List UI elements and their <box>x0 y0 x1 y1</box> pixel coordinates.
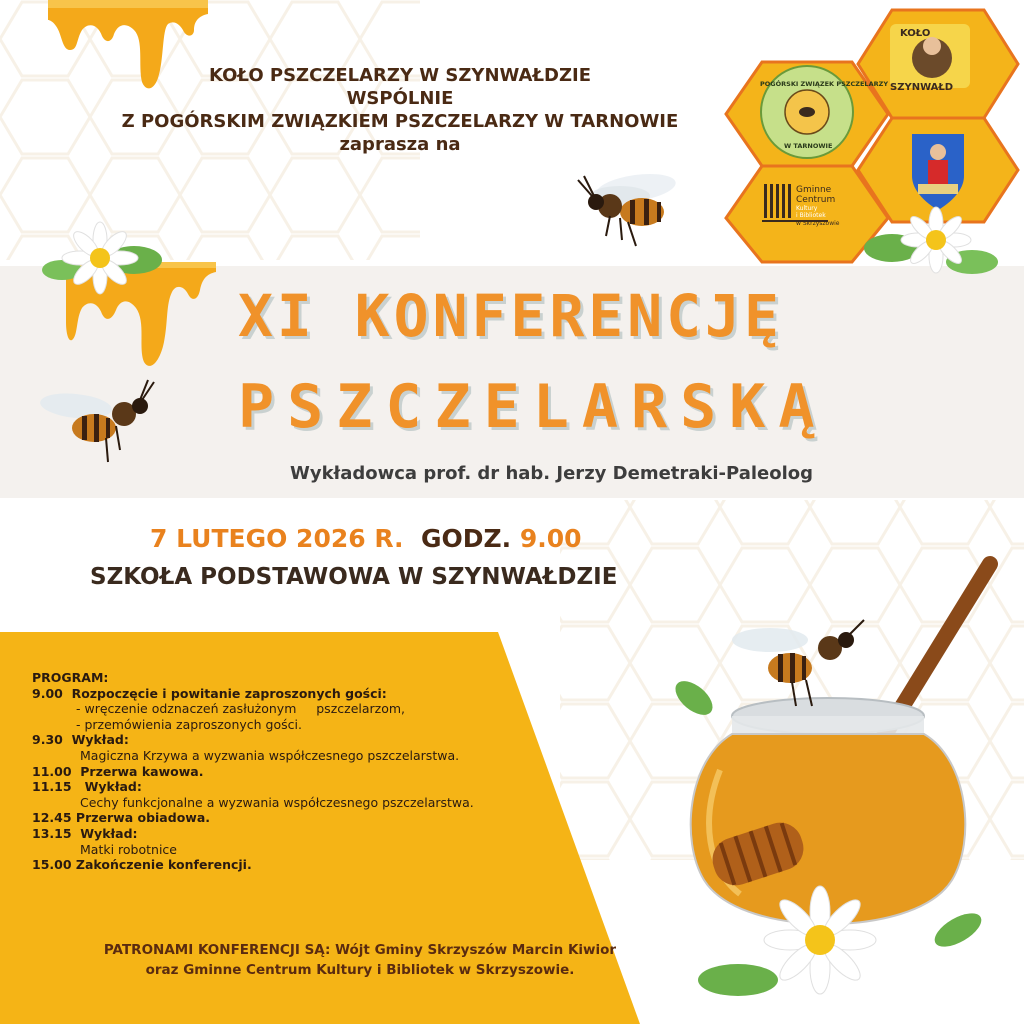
event-date-line <box>150 524 582 553</box>
program-time: 13.15 <box>32 825 72 841</box>
program-time: 12.45 <box>32 810 72 826</box>
header-line-2: WSPÓLNIE <box>346 88 454 109</box>
venue: SZKOŁA PODSTAWOWA W SZYNWAŁDZIE <box>90 564 618 590</box>
program-time: 9.30 <box>32 732 63 748</box>
organizer-header <box>40 64 760 156</box>
pzp-logo-hex <box>726 62 888 166</box>
program-time: 11.00 <box>32 763 72 779</box>
program-time: 9.00 <box>32 685 63 701</box>
patrons-line-2: oraz Gminne Centrum Kultury i Bibliotek w Skrzyszowie. <box>145 962 575 978</box>
patrons-line-1: PATRONAMI KONFERENCJI SĄ: Wójt Gminy Skrzyszów Marcin Kiwior <box>103 942 617 958</box>
program-time: 15.00 <box>32 857 72 873</box>
program-title: Wykład: <box>80 825 138 841</box>
title-line-2: PSZCZELARSKĄ <box>238 372 828 442</box>
program-title: Przerwa kawowa. <box>80 763 204 779</box>
program-title: Zakończenie konferencji. <box>75 857 252 873</box>
kolo-logo-top: KOŁO <box>900 28 931 39</box>
pzp-logo-bottom: W TARNOWIE <box>784 142 833 150</box>
program-detail: Cechy funkcjonalne a wyzwania współczesnego pszczelarstwa. <box>80 794 474 810</box>
program-title: Rozpoczęcie i powitanie zaproszonych gości: <box>71 685 387 701</box>
lecturer-line: Wykładowca prof. dr hab. Jerzy Demetraki-Paleolog <box>290 463 814 484</box>
program-detail: Magiczna Krzywa a wyzwania współczesnego pszczelarstwa. <box>80 747 460 763</box>
kolo-logo-hex <box>858 10 1018 118</box>
header-line-1: KOŁO PSZCZELARZY W SZYNWAŁDZIE <box>208 65 592 86</box>
program-time: 11.15 <box>32 779 72 795</box>
program-detail: Matki robotnice <box>80 841 177 857</box>
gminne-line3: Kultury <box>796 205 818 212</box>
program-item <box>32 732 632 748</box>
program-title: Wykład: <box>71 732 129 748</box>
title-line-1: XI KONFERENCJĘ <box>238 282 783 350</box>
bee-left-icon <box>36 376 166 466</box>
program-item <box>32 686 632 702</box>
event-date: 7 LUTEGO 2026 R. <box>150 524 404 553</box>
program-item <box>32 764 632 780</box>
gminne-line5: w Skrzyszowie <box>796 220 840 227</box>
time-label: GODZ. <box>420 524 512 553</box>
program-item <box>32 779 632 795</box>
daisy-right-icon <box>862 206 1002 286</box>
bee-top-icon <box>560 166 700 250</box>
daisy-left-icon <box>40 220 164 298</box>
program-detail: - przemówienia zaproszonych gości. <box>76 716 302 732</box>
header-line-4: zaprasza na <box>339 134 461 155</box>
program-title: Wykład: <box>84 779 142 795</box>
kolo-logo-bottom: SZYNWAŁD <box>890 82 954 93</box>
event-time: 9.00 <box>519 524 582 553</box>
program-detail: - wręczenie odznaczeń zasłużonym pszczelarzom, <box>76 701 406 717</box>
gminne-line2: Centrum <box>796 195 836 205</box>
gminne-line1: Gminne <box>796 185 832 195</box>
program-title: Przerwa obiadowa. <box>75 810 211 826</box>
pzp-logo-top: POGÓRSKI ZWIĄZEK PSZCZELARZY <box>760 80 889 88</box>
honey-jar-icon <box>660 540 1024 1024</box>
patrons-text <box>20 940 700 980</box>
program-item <box>32 810 632 826</box>
program-list <box>32 670 632 873</box>
program-heading: PROGRAM: <box>32 670 109 685</box>
program-item <box>32 826 632 842</box>
gminne-line4: i Bibliotek <box>796 212 826 219</box>
header-line-3: Z POGÓRSKIM ZWIĄZKIEM PSZCZELARZY W TARNOWIE <box>121 111 679 132</box>
program-item <box>32 857 632 873</box>
